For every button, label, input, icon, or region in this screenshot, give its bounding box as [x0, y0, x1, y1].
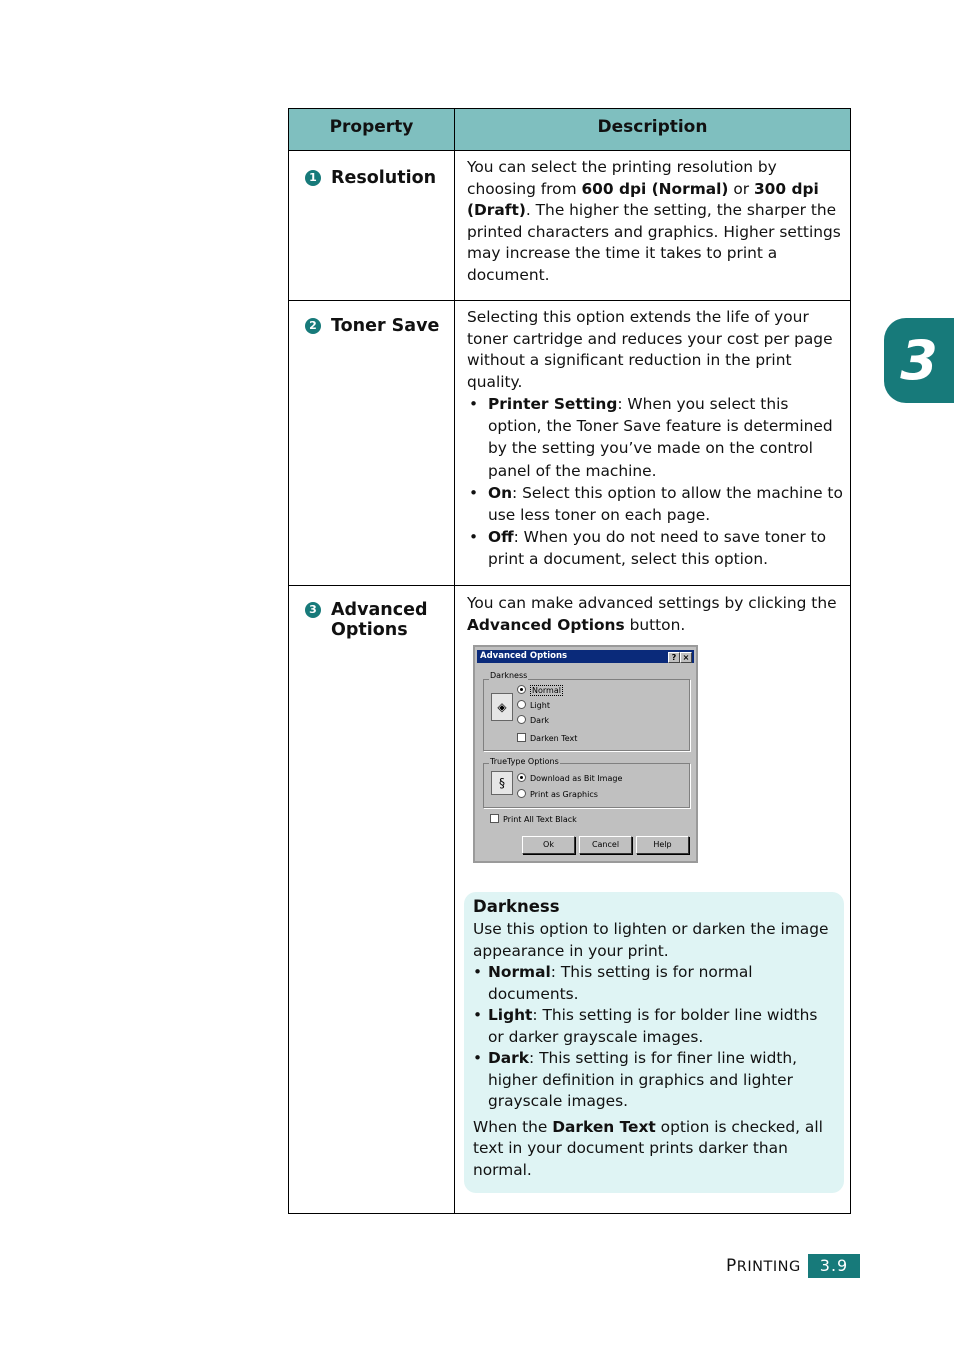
radio-selected-icon [517, 773, 526, 782]
list-item: • Printer Setting: When you select this option, the Toner Save feature is determined by the setting you’ve made on the control panel of the machine. [467, 393, 845, 482]
radio-dark[interactable]: Dark [517, 715, 549, 726]
description-resolution: You can select the printing resolution by choosing from 600 dpi (Normal) or 300 dpi (Draft). The higher the setting, the sharper the printed characters and graphics. Higher settings may increase the time it takes to print a document. [467, 158, 841, 284]
note-intro: Use this option to lighten or darken the image appearance in your print. [473, 920, 829, 960]
advanced-options-dialog [473, 645, 698, 863]
font-icon: § [491, 771, 513, 795]
row-divider [289, 150, 850, 151]
radio-selected-icon [517, 685, 526, 694]
number-badge: 1 [305, 170, 321, 186]
toner-bullets [467, 393, 845, 571]
row-divider [289, 585, 850, 586]
radio-print-as-graphics[interactable]: Print as Graphics [517, 789, 598, 800]
radio-icon [517, 715, 526, 724]
darkness-group [483, 679, 690, 751]
number-badge: 3 [305, 602, 321, 618]
list-item: • Normal: This setting is for normal documents. [473, 962, 835, 1005]
print-all-text-black-checkbox[interactable]: Print All Text Black [490, 814, 577, 825]
table-header [289, 109, 850, 150]
list-item: • On: Select this option to allow the machine to use less toner on each page. [467, 482, 845, 526]
property-label: Toner Save [331, 316, 440, 336]
darken-text-checkbox[interactable]: Darken Text [517, 733, 577, 744]
radio-icon [517, 700, 526, 709]
close-title-button[interactable]: × [680, 652, 692, 663]
help-button[interactable]: Help [636, 836, 689, 854]
cancel-button[interactable]: Cancel [579, 836, 632, 854]
property-resolution [305, 168, 436, 188]
list-item: • Dark: This setting is for finer line width, higher definition in graphics and lighter grayscale images. [473, 1048, 835, 1113]
note-title: Darkness [473, 897, 560, 916]
note-outro: When the Darken Text option is checked, all text in your document prints darker than normal. [473, 1117, 823, 1179]
radio-normal[interactable]: Normal [517, 685, 563, 696]
help-title-button[interactable]: ? [668, 652, 680, 663]
note-bullets [473, 962, 835, 1113]
printer-icon: ◈ [491, 693, 513, 721]
property-label: Resolution [331, 168, 437, 188]
row-divider [289, 300, 850, 301]
radio-light[interactable]: Light [517, 700, 550, 711]
checkbox-icon [517, 733, 526, 742]
ok-button[interactable]: Ok [522, 836, 575, 854]
property-label: Advanced Options [331, 600, 428, 640]
truetype-group [483, 763, 690, 808]
page-number: 3.9 [808, 1254, 860, 1278]
dialog-title: Advanced Options [480, 651, 568, 661]
list-item: • Off: When you do not need to save toner to print a document, select this option. [467, 526, 845, 570]
column-divider [454, 109, 455, 1213]
dialog-title-bar [477, 650, 694, 663]
list-item: • Light: This setting is for bolder line widths or darker grayscale images. [473, 1005, 835, 1048]
header-property: Property [329, 117, 414, 137]
footer-section-name: PRINTING [726, 1256, 801, 1276]
darkness-note [464, 892, 844, 1193]
chapter-tab: 3 [884, 318, 954, 403]
radio-icon [517, 789, 526, 798]
truetype-group-label: TrueType Options [490, 757, 559, 766]
property-toner-save [305, 316, 439, 336]
number-badge: 2 [305, 318, 321, 334]
description-toner-save [467, 307, 845, 571]
description-advanced-options: You can make advanced settings by clicking the Advanced Options button. [467, 594, 837, 634]
darkness-group-label: Darkness [490, 671, 528, 680]
checkbox-icon [490, 814, 499, 823]
property-advanced-options [305, 600, 428, 640]
header-description: Description [597, 117, 708, 137]
toner-intro: Selecting this option extends the life of your toner cartridge and reduces your cost per page without a significant reduction in the print quality. [467, 308, 833, 391]
radio-download-bit-image[interactable]: Download as Bit Image [517, 773, 622, 784]
